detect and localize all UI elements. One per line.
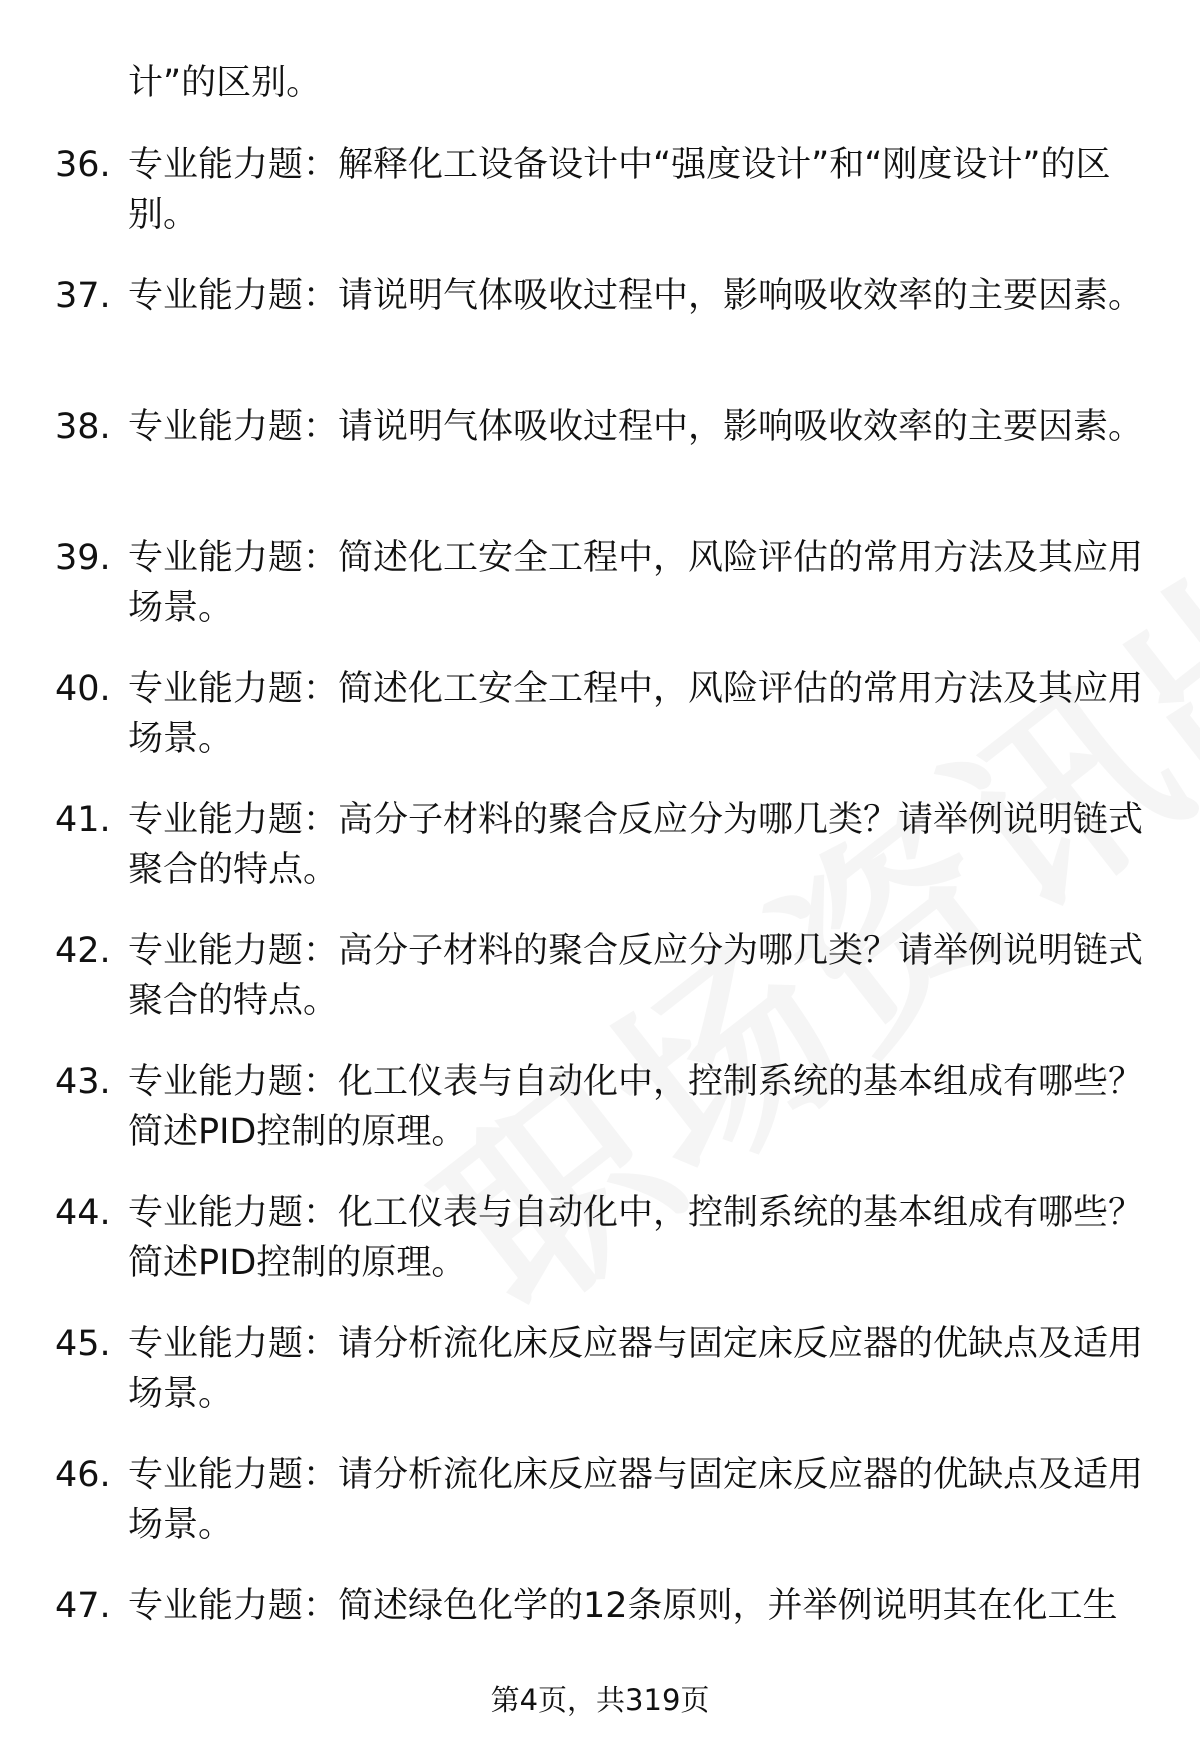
question-text: 专业能力题：化工仪表与自动化中，控制系统的基本组成有哪些？简述PID控制的原理。 — [128, 1062, 1144, 1152]
question-list — [0, 140, 1200, 1712]
question-number: 40. — [55, 669, 111, 709]
question-item — [0, 271, 1200, 402]
question-item — [0, 664, 1200, 795]
question-number: 46. — [55, 1455, 111, 1495]
question-number: 44. — [55, 1193, 111, 1233]
question-item — [0, 1319, 1200, 1450]
question-text: 专业能力题：高分子材料的聚合反应分为哪几类？请举例说明链式聚合的特点。 — [128, 931, 1144, 1021]
question-number: 42. — [55, 931, 111, 971]
question-text: 专业能力题：请分析流化床反应器与固定床反应器的优缺点及适用场景。 — [128, 1324, 1144, 1414]
page-footer: 第4页，共319页 — [490, 1683, 710, 1717]
question-number: 38. — [55, 407, 111, 447]
question-text: 专业能力题：请分析流化床反应器与固定床反应器的优缺点及适用场景。 — [128, 1455, 1144, 1545]
question-text: 专业能力题：高分子材料的聚合反应分为哪几类？请举例说明链式聚合的特点。 — [128, 800, 1144, 890]
question-number: 37. — [55, 276, 111, 316]
question-item — [0, 1188, 1200, 1319]
question-text: 专业能力题：简述绿色化学的12条原则，并举例说明其在化工生 — [128, 1586, 1118, 1626]
question-number: 39. — [55, 538, 111, 578]
question-text: 专业能力题：请说明气体吸收过程中，影响吸收效率的主要因素。 — [128, 276, 1144, 316]
question-item — [0, 1450, 1200, 1581]
question-item — [0, 1057, 1200, 1188]
question-text: 专业能力题：简述化工安全工程中，风险评估的常用方法及其应用场景。 — [128, 538, 1144, 628]
continued-question-text: 计”的区别。 — [128, 63, 322, 103]
question-item — [0, 795, 1200, 926]
question-number: 47. — [55, 1586, 111, 1626]
question-text: 专业能力题：化工仪表与自动化中，控制系统的基本组成有哪些？简述PID控制的原理。 — [128, 1193, 1144, 1283]
question-item — [0, 402, 1200, 533]
question-text: 专业能力题：解释化工设备设计中“强度设计”和“刚度设计”的区别。 — [128, 145, 1111, 235]
question-number: 45. — [55, 1324, 111, 1364]
question-item — [0, 926, 1200, 1057]
question-text: 专业能力题：请说明气体吸收过程中，影响吸收效率的主要因素。 — [128, 407, 1144, 447]
question-number: 41. — [55, 800, 111, 840]
question-item — [0, 140, 1200, 271]
question-item — [0, 533, 1200, 664]
question-number: 43. — [55, 1062, 111, 1102]
question-text: 专业能力题：简述化工安全工程中，风险评估的常用方法及其应用场景。 — [128, 669, 1144, 759]
question-number: 36. — [55, 145, 111, 185]
